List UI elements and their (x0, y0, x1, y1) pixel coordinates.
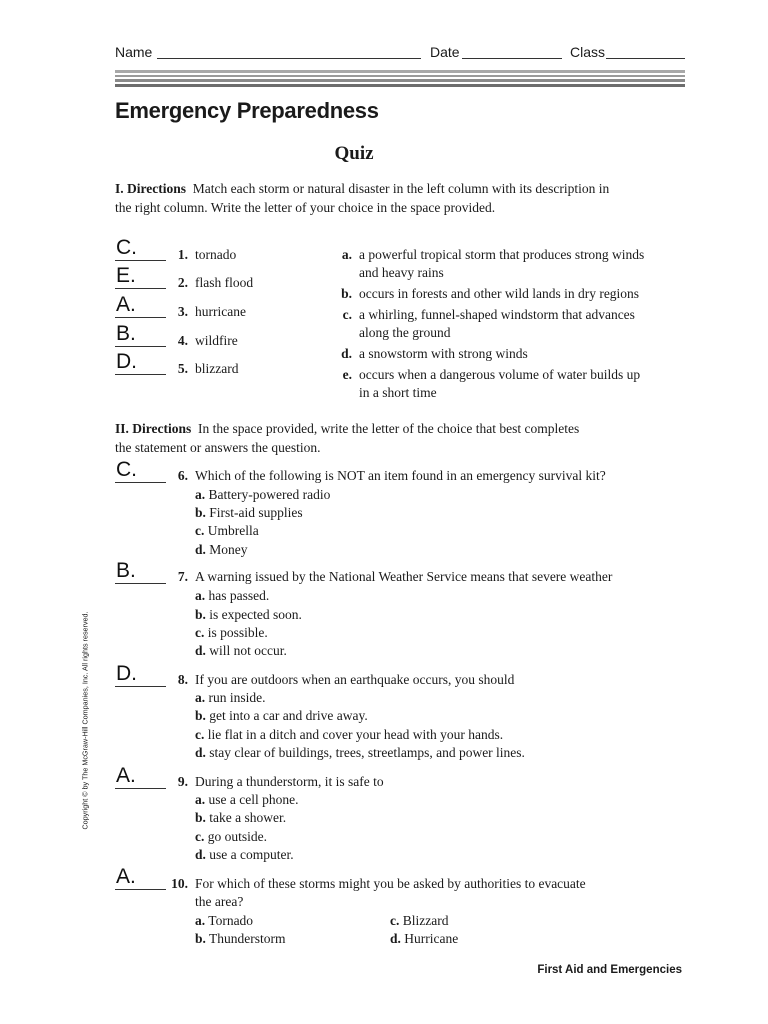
term-tornado: tornado (195, 247, 237, 262)
answer-blank-6[interactable]: C. (115, 459, 166, 483)
date-field[interactable] (462, 58, 562, 59)
question-number: 8. (177, 672, 188, 687)
option: d. Hurricane (390, 931, 459, 946)
item-number: 2. (177, 275, 188, 290)
term-blizzard: blizzard (195, 361, 239, 376)
answer-blank-2[interactable]: E. (115, 265, 166, 289)
option: d. stay clear of buildings, trees, streetlamps, and power lines. (195, 745, 525, 760)
page-footer: First Aid and Emergencies (537, 964, 682, 976)
option: c. Umbrella (195, 523, 259, 538)
name-label: Name (115, 44, 153, 60)
choice-letter: d. (341, 346, 352, 361)
option: a. Battery-powered radio (195, 487, 331, 502)
option: b. Thunderstorm (195, 931, 286, 946)
answer-blank-7[interactable]: B. (115, 560, 166, 584)
answer-blank-9[interactable]: A. (115, 765, 166, 789)
choice-a-text: a powerful tropical storm that produces strong winds (359, 247, 645, 262)
option: c. lie flat in a ditch and cover your head with your hands. (195, 727, 504, 742)
question-text: For which of these storms might you be asked by authorities to evacuate (195, 876, 586, 891)
item-number: 5. (177, 361, 188, 376)
quiz-heading: Quiz (334, 143, 374, 164)
section1-directions (115, 180, 625, 217)
answer-blank-3[interactable]: A. (115, 294, 166, 318)
question-number: 9. (177, 774, 188, 789)
option: d. use a computer. (195, 847, 294, 862)
choice-letter: c. (342, 307, 352, 322)
question-text: A warning issued by the National Weather Service means that severe weather (195, 569, 613, 584)
term-hurricane: hurricane (195, 304, 246, 319)
option: b. take a shower. (195, 810, 287, 825)
question-number: 10. (171, 876, 188, 891)
answer-blank-4[interactable]: B. (115, 323, 166, 347)
question-text: Which of the following is NOT an item found in an emergency survival kit? (195, 468, 606, 483)
choice-c-text: a whirling, funnel-shaped windstorm that advances (359, 307, 635, 322)
answer-blank-5[interactable]: D. (115, 351, 166, 375)
question-text-cont: the area? (195, 894, 244, 909)
question-number: 7. (177, 569, 188, 584)
section2-directions (115, 420, 595, 457)
option: b. First-aid supplies (195, 505, 303, 520)
choice-letter: b. (341, 286, 352, 301)
section2-heading: II. Directions (115, 421, 192, 436)
option: c. Blizzard (390, 913, 449, 928)
item-number: 4. (177, 333, 188, 348)
choice-e-text-cont: in a short time (359, 385, 437, 400)
option: a. has passed. (195, 588, 270, 603)
question-number: 6. (177, 468, 188, 483)
option: b. is expected soon. (195, 607, 302, 622)
choice-e-text: occurs when a dangerous volume of water builds up (359, 367, 641, 382)
option: d. Money (195, 542, 248, 557)
page-title: Emergency Preparedness (115, 98, 379, 123)
item-number: 3. (177, 304, 188, 319)
option: a. Tornado (195, 913, 254, 928)
copyright-notice: Copyright © by The McGraw-Hill Companies, Inc. All rights reserved. (80, 611, 90, 830)
choice-letter: e. (342, 367, 352, 382)
option: d. will not occur. (195, 643, 287, 658)
section2-text: In the space provided, write the letter of the choice that best completes the statement or answers the question. (115, 421, 580, 455)
answer-blank-8[interactable]: D. (115, 663, 166, 687)
choice-letter: a. (341, 247, 352, 262)
option: c. is possible. (195, 625, 268, 640)
section1-text: Match each storm or natural disaster in the left column with its description in the right column. Write the letter of your choice in the space provided. (115, 181, 610, 215)
term-flash-flood: flash flood (195, 275, 254, 290)
question-text: During a thunderstorm, it is safe to (195, 774, 384, 789)
class-label: Class (570, 44, 606, 60)
answer-blank-1[interactable]: C. (115, 237, 166, 261)
section1-heading: I. Directions (115, 181, 186, 196)
option: a. run inside. (195, 690, 266, 705)
option: a. use a cell phone. (195, 792, 299, 807)
option: b. get into a car and drive away. (195, 708, 368, 723)
choice-c-text-cont: along the ground (359, 325, 451, 340)
option: c. go outside. (195, 829, 267, 844)
choice-d-text: a snowstorm with strong winds (359, 346, 528, 361)
name-field[interactable] (157, 58, 421, 59)
term-wildfire: wildfire (195, 333, 238, 348)
class-field[interactable] (606, 58, 685, 59)
choice-b-text: occurs in forests and other wild lands in dry regions (359, 286, 640, 301)
question-text: If you are outdoors when an earthquake occurs, you should (195, 672, 515, 687)
item-number: 1. (177, 247, 188, 262)
answer-blank-10[interactable]: A. (115, 866, 166, 890)
choice-a-text-cont: and heavy rains (359, 265, 444, 280)
date-label: Date (430, 44, 460, 60)
